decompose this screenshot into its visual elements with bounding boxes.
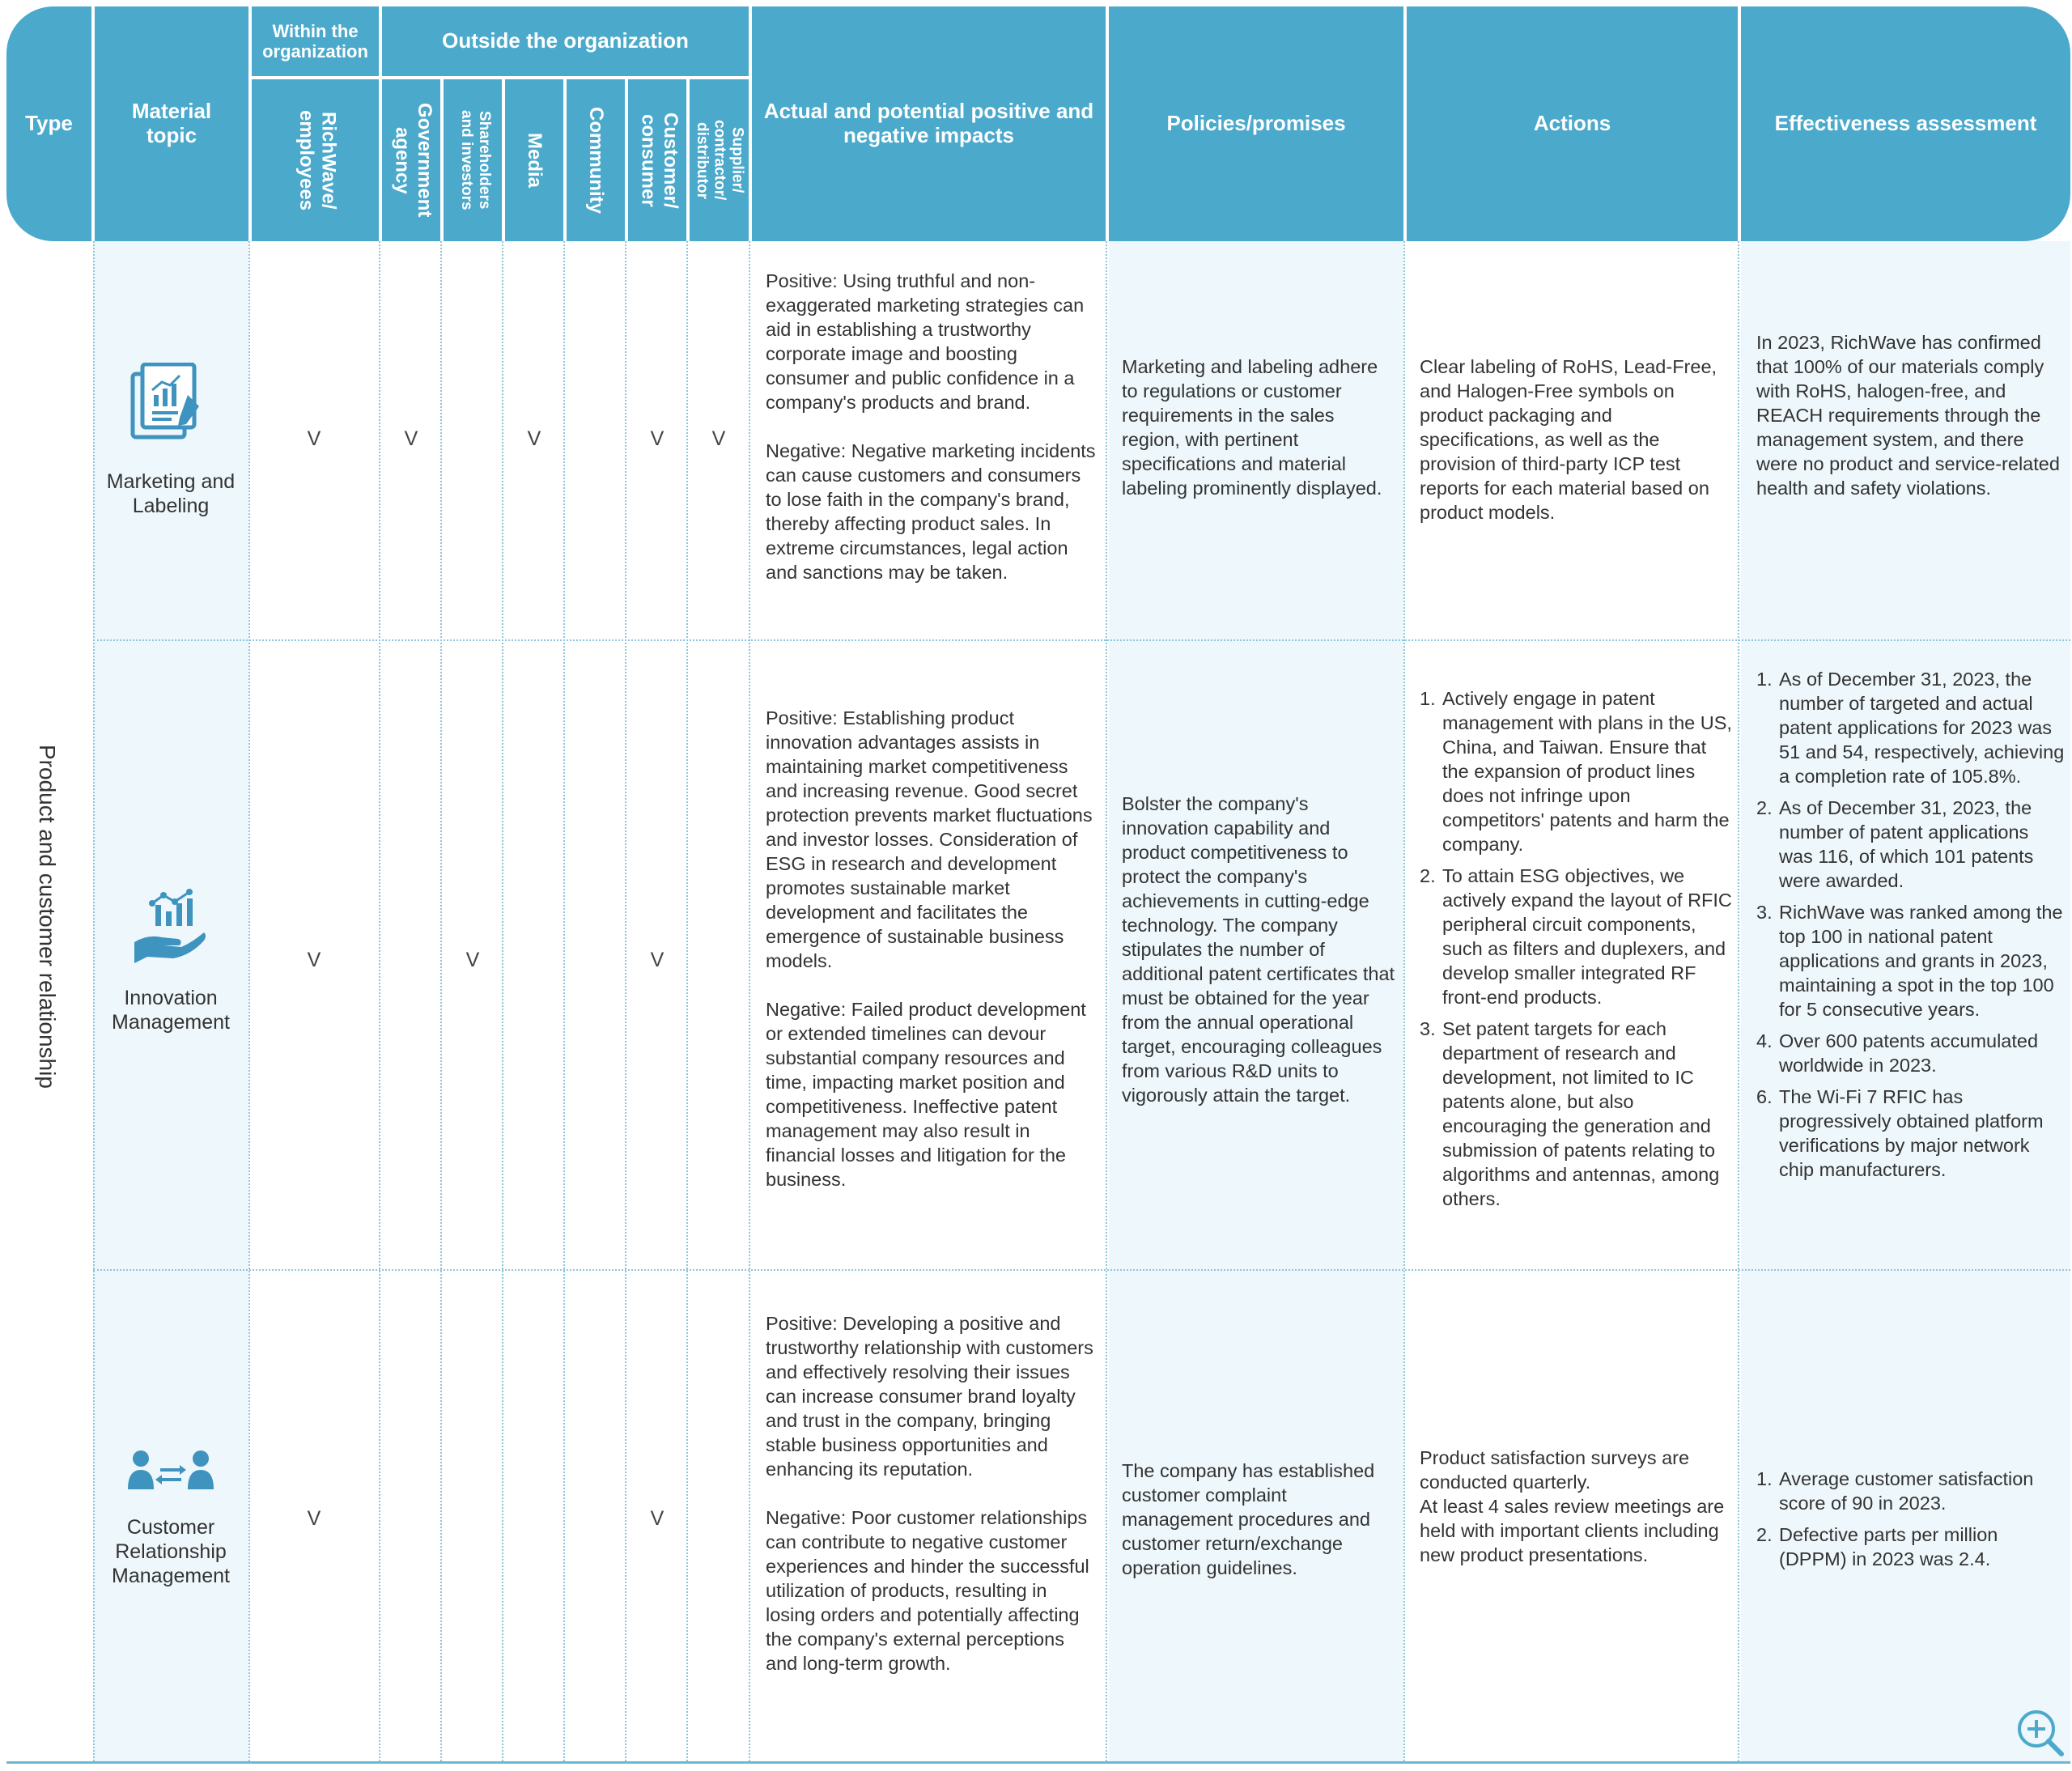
header-policies: Policies/promises <box>1166 111 1346 136</box>
header-supplier <box>690 79 749 241</box>
grid-line <box>379 241 380 1761</box>
list-item-number: 1. <box>1420 688 1436 709</box>
header-community-text: Community <box>584 107 607 214</box>
header-richwave-employees <box>252 79 379 241</box>
header-media <box>505 79 563 241</box>
hand-growth-chart-icon <box>131 889 209 970</box>
grid-line <box>502 241 503 1761</box>
grid-line <box>440 241 442 1761</box>
document-chart-icon <box>130 363 210 448</box>
list-item-number: 2. <box>1756 797 1773 818</box>
effectiveness-cell <box>1756 667 2067 1189</box>
list-item-number: 6. <box>1756 1086 1773 1107</box>
grid-line <box>749 241 750 1761</box>
actions-cell <box>1420 686 1734 1218</box>
mark-customer: V <box>650 949 664 971</box>
header-supplier-text: Supplier/ contractor/ distributor <box>693 120 746 201</box>
grid-line <box>1403 241 1405 1761</box>
grid-line <box>1738 241 1739 1761</box>
mark-supplier: V <box>711 427 726 450</box>
list-item <box>1756 1085 2067 1182</box>
effectiveness-list <box>1756 1467 2067 1571</box>
header-shareholders <box>444 79 502 241</box>
topic-label: Customer Relationship Management <box>112 1516 230 1587</box>
grid-line <box>563 241 565 1761</box>
list-item-text: To attain ESG objectives, we actively expand the layout of RFIC peripheral circuit components, such as filters and duplexers, and develop smaller integrated RF front-end products. <box>1442 865 1732 1008</box>
header-customer-consumer <box>628 79 686 241</box>
list-item-text: The Wi-Fi 7 RFIC has progressively obtained platform verifications by major network chip manufacturers. <box>1779 1086 2044 1180</box>
header-outside-org: Outside the organization <box>442 28 689 53</box>
list-item-text: Average customer satisfaction score of 90 in 2023. <box>1779 1468 2034 1514</box>
grid-line <box>248 241 250 1761</box>
effectiveness-list <box>1756 667 2067 1182</box>
list-item-number: 4. <box>1756 1030 1773 1051</box>
zoom-in-icon[interactable] <box>2015 1708 2066 1762</box>
list-item <box>1420 1017 1734 1211</box>
list-item <box>1756 1029 2067 1077</box>
header-shareholders-text: Shareholders and investors <box>458 110 493 210</box>
impacts-negative: Negative: Negative marketing incidents can cause customers and consumers to lose faith in the company's brand, thereby affecting product sales. In extreme circumstances, legal action and sanctions may be taken. <box>766 440 1096 583</box>
header-media-text: Media <box>523 132 546 188</box>
list-item-text: Over 600 patents accumulated worldwide in 2023. <box>1779 1030 2039 1076</box>
list-item-text: Actively engage in patent management with plans in the US, China, and Taiwan. Ensure that the expansion of product lines does not infringe upon competitors' patents and harm the company. <box>1442 688 1732 855</box>
header-community <box>567 79 625 241</box>
actions-cell: Clear labeling of RoHS, Lead-Free, and Halogen-Free symbols on product packaging and specifications, as well as the provision of third-party ICP test reports for each material based on product models. <box>1420 356 1717 523</box>
customer-exchange-icon <box>126 1449 215 1498</box>
table-header <box>6 6 2070 241</box>
mark-customer: V <box>650 427 664 450</box>
header-effectiveness: Effectiveness assessment <box>1774 111 2037 136</box>
actions-line: At least 4 sales review meetings are held with important clients including new product presentations. <box>1420 1496 1725 1565</box>
topic-label: Innovation Management <box>112 987 230 1034</box>
mark-shareholders: V <box>465 949 480 971</box>
header-actions: Actions <box>1533 111 1611 136</box>
header-type: Type <box>25 111 73 136</box>
list-item <box>1420 864 1734 1009</box>
impacts-positive: Positive: Developing a positive and trustworthy relationship with customers and effectively resolving their issues can increase consumer brand loyalty and trust in the company, bringing stable business opportunities and enhancing its reputation. <box>766 1313 1093 1480</box>
policies-cell: Bolster the company's innovation capability and product competitiveness to protect the company's achievements in cutting-edge technology. The company stipulates the number of additional patent certificates that must be obtained for the year from the annual operational target, encouraging colleagues from various R&D units to vigorously attain the target. <box>1122 793 1395 1106</box>
row-separator <box>93 1269 2070 1271</box>
list-item <box>1420 686 1734 856</box>
impacts-cell <box>766 1311 1098 1675</box>
row-separator <box>93 639 2070 641</box>
impacts-positive: Positive: Using truthful and non-exaggerated marketing strategies can aid in establishing a trustworthy corporate image and boosting consumer and public confidence in a company's products and brand. <box>766 270 1085 413</box>
actions-cell <box>1420 1446 1731 1567</box>
list-item <box>1756 796 2067 893</box>
list-item-number: 3. <box>1420 1018 1436 1039</box>
grid-line <box>686 241 688 1761</box>
grid-line <box>625 241 626 1761</box>
actions-line: Product satisfaction surveys are conducted quarterly. <box>1420 1447 1690 1493</box>
policies-cell: Marketing and labeling adhere to regulations or customer requirements in the sales region, with pertinent specifications and material labeling prominently displayed. <box>1122 356 1382 499</box>
list-item-number: 2. <box>1420 865 1436 886</box>
effectiveness-cell <box>1756 1467 2067 1578</box>
list-item-number: 2. <box>1756 1524 1773 1545</box>
grid-line <box>1106 241 1107 1761</box>
header-government-agency-text: Government agency <box>391 103 435 218</box>
list-item-text: RichWave was ranked among the top 100 in national patent applications and grants in 2023, maintaining a spot in the top 100 for 5 consecutive years. <box>1779 902 2063 1020</box>
list-item-number: 1. <box>1756 669 1773 690</box>
list-item-text: Set patent targets for each department of research and development, not limited to IC patents alone, but also encouraging the generation and submission of patents relating to algorithms and antennas, among others. <box>1442 1018 1720 1209</box>
impacts-cell <box>766 706 1098 1191</box>
actions-list <box>1420 686 1734 1211</box>
list-item <box>1756 1523 2067 1571</box>
list-item-text: As of December 31, 2023, the number of patent applications was 116, of which 101 patents were awarded. <box>1779 797 2034 891</box>
header-customer-consumer-text: Customer/ consumer <box>637 112 681 209</box>
effectiveness-cell: In 2023, RichWave has confirmed that 100% of our materials comply with RoHS, halogen-free, and REACH requirements through the management system, and there were no product and service-related health and safety violations. <box>1756 332 2060 499</box>
list-item <box>1756 900 2067 1021</box>
list-item-number: 3. <box>1756 902 1773 923</box>
policies-cell: The company has established customer complaint management procedures and customer return/exchange operation guidelines. <box>1122 1460 1375 1578</box>
mark-richwave: V <box>307 1507 321 1530</box>
list-item <box>1756 1467 2067 1515</box>
topic-label: Marketing and Labeling <box>106 470 236 517</box>
header-material-topic: Material topic <box>131 99 212 147</box>
impacts-negative: Negative: Failed product development or extended timelines can devour substantial company resources and time, impacting market position and competitiveness. Ineffective patent management may also result in financial losses and litigation for the business. <box>766 999 1086 1190</box>
bottom-rule <box>6 1761 2070 1764</box>
list-item-number: 1. <box>1756 1468 1773 1489</box>
header-government-agency <box>382 79 440 241</box>
list-item-text: As of December 31, 2023, the number of targeted and actual patent applications for 2023 was 51 and 54, respectively, achieving a completion rate of 105.8%. <box>1779 669 2065 787</box>
mark-richwave: V <box>307 427 321 450</box>
type-label: Product and customer relationship <box>35 745 60 1089</box>
header-impacts: Actual and potential positive and negative impacts <box>763 99 1094 147</box>
mark-government: V <box>404 427 418 450</box>
list-item <box>1756 667 2067 788</box>
list-item-text: Defective parts per million (DPPM) in 2023 was 2.4. <box>1779 1524 1998 1569</box>
header-richwave-employees-text: RichWave/ employees <box>295 109 340 211</box>
impacts-cell <box>766 269 1098 584</box>
impacts-negative: Negative: Poor customer relationships can contribute to negative customer experiences and hinder the successful utilization of products, resulting in losing orders and potentially affecting the company's external perceptions and long-term growth. <box>766 1507 1089 1674</box>
mark-richwave: V <box>307 949 321 971</box>
mark-customer: V <box>650 1507 664 1530</box>
mark-media: V <box>527 427 541 450</box>
header-within-org: Within the organization <box>262 20 368 62</box>
impacts-positive: Positive: Establishing product innovation advantages assists in maintaining market competitiveness and increasing revenue. Good secret protection prevents market fluctuations and investor losses. Consideration of ESG in research and development promotes sustainable market development and facilitates the emergence of sustainable business models. <box>766 707 1093 971</box>
